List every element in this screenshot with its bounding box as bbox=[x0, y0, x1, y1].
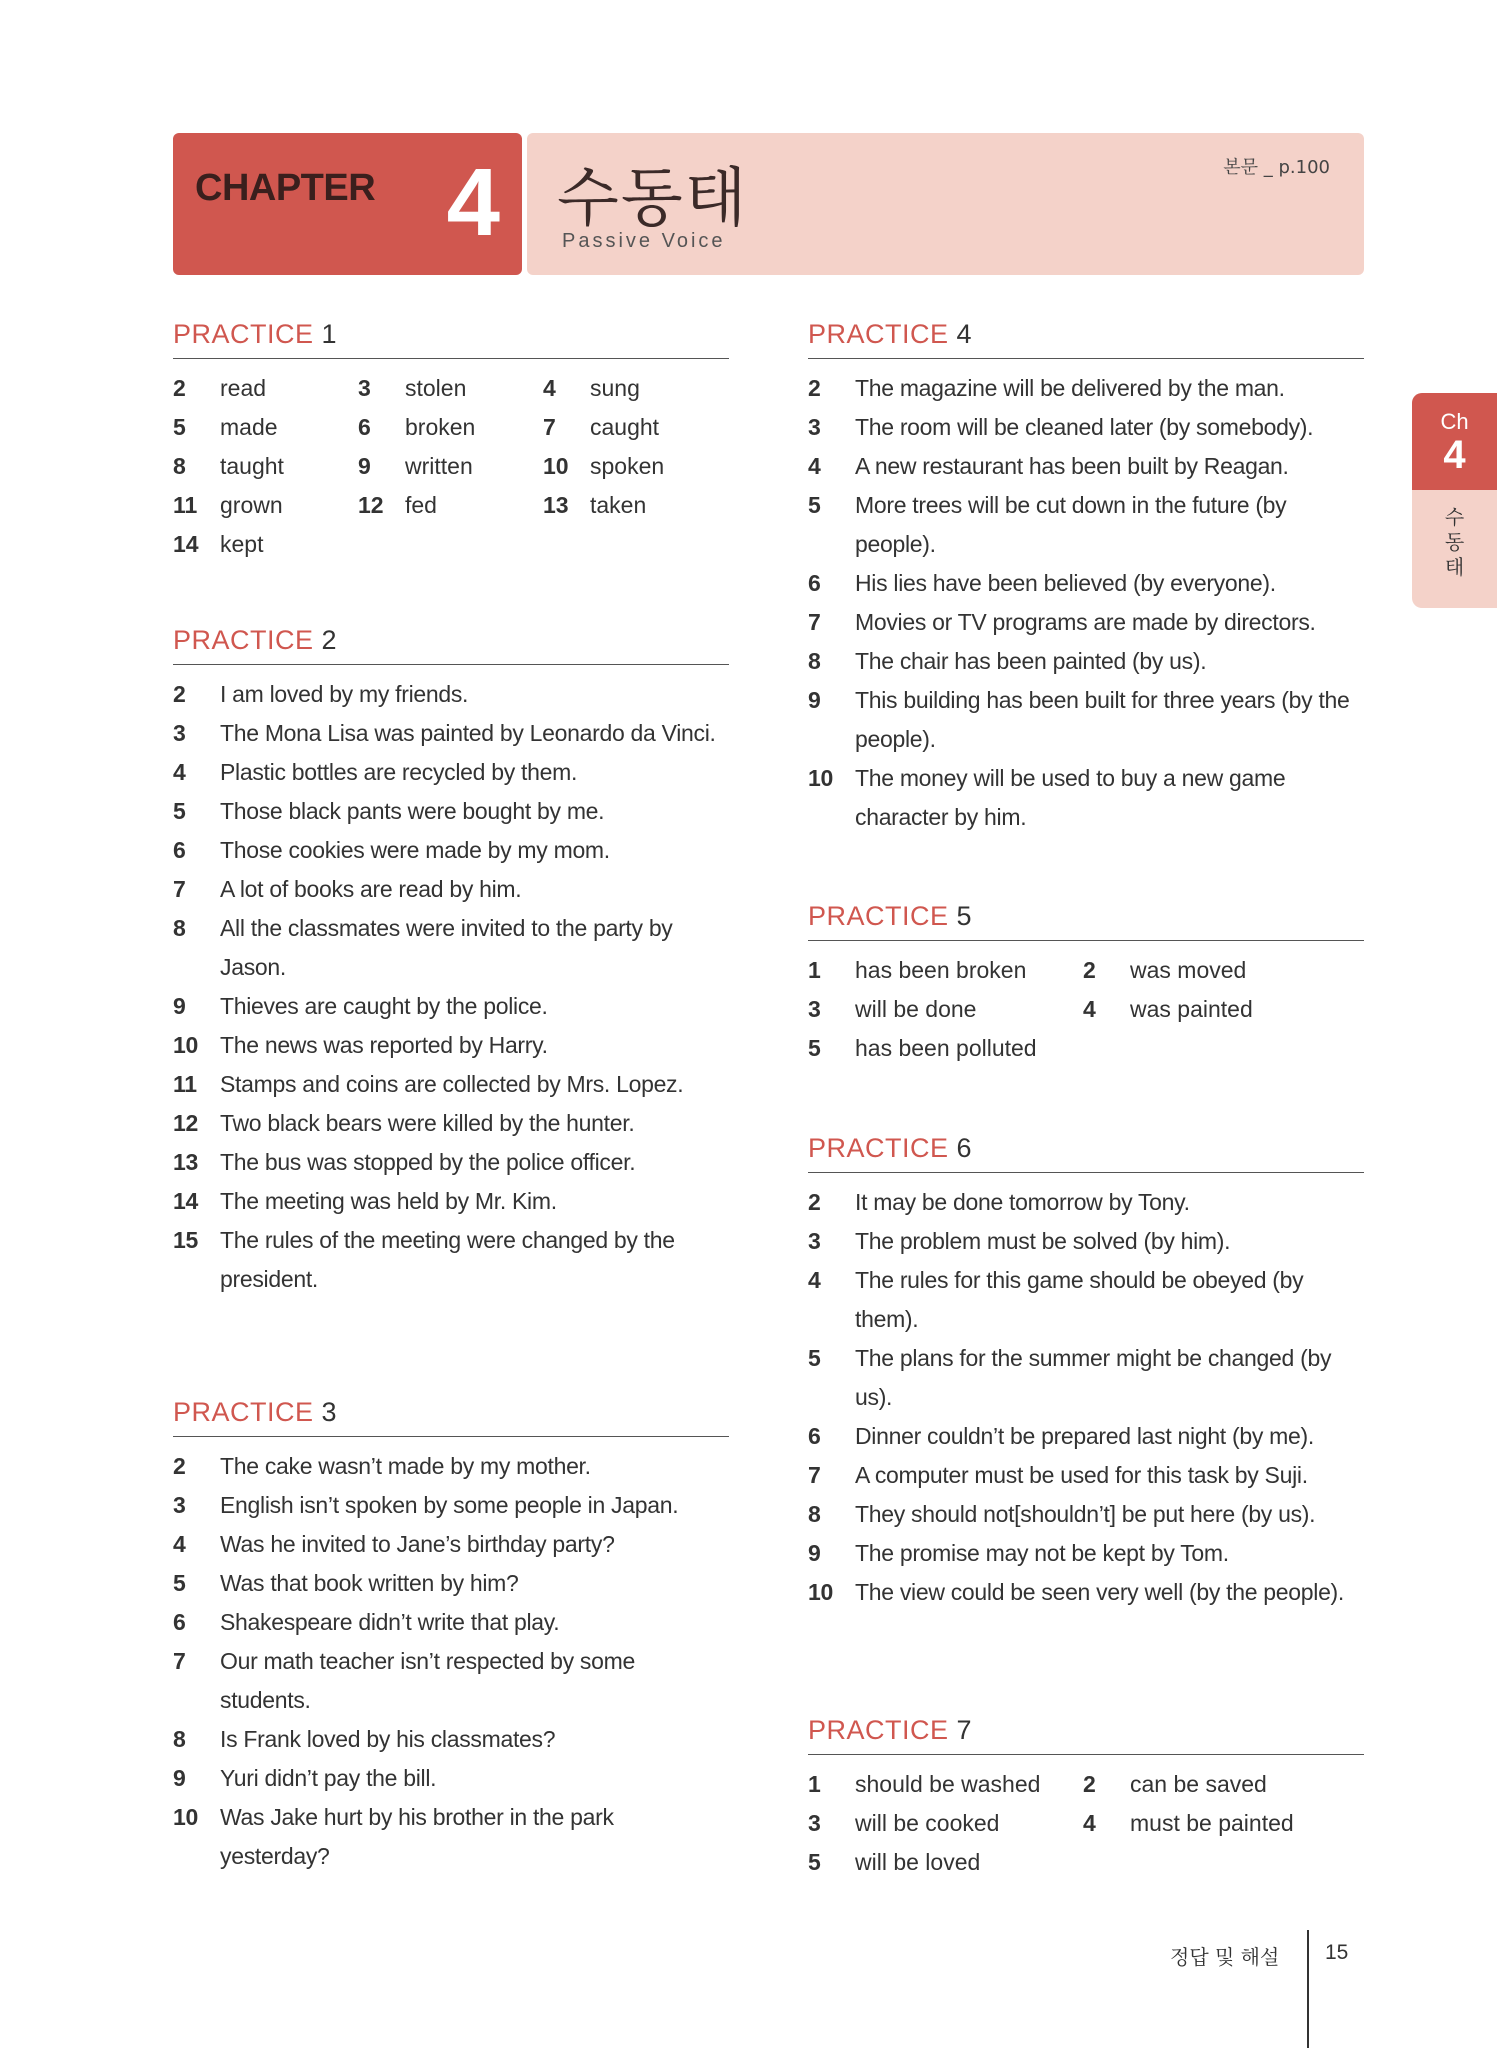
answer-item: 10 The money will be used to buy a new game character by him. bbox=[808, 765, 1286, 830]
answer-item: 5 made bbox=[173, 414, 278, 440]
answer-item: 9 written bbox=[358, 453, 473, 479]
section-label: PRACTICE bbox=[808, 1133, 949, 1163]
answer-item: 2 was moved bbox=[1083, 957, 1247, 983]
answer-item: 8 taught bbox=[173, 453, 284, 479]
answer-item: 4 Was he invited to Jane’s birthday party? bbox=[173, 1531, 615, 1557]
side-tab-char: 태 bbox=[1444, 555, 1465, 579]
answer-item: 4 sung bbox=[543, 375, 640, 401]
side-tab-number: 4 bbox=[1443, 433, 1466, 477]
answer-item: 8 Is Frank loved by his classmates? bbox=[173, 1726, 556, 1752]
section-label: PRACTICE bbox=[808, 1715, 949, 1745]
footer-label: 정답 및 해설 bbox=[1170, 1945, 1280, 1969]
answer-grid bbox=[173, 369, 729, 564]
answer-item: 2 can be saved bbox=[1083, 1771, 1267, 1797]
chapter-subtitle: Passive Voice bbox=[562, 230, 726, 252]
answer-item: 3 English isn’t spoken by some people in Japan. bbox=[173, 1492, 679, 1518]
answer-item: 7 A lot of books are read by him. bbox=[173, 876, 522, 902]
answer-list bbox=[808, 1183, 1364, 1612]
answer-item: 3 The room will be cleaned later (by somebody). bbox=[808, 414, 1314, 440]
answer-item: 4 was painted bbox=[1083, 996, 1253, 1022]
answer-item: 9 This building has been built for three years (by the people). bbox=[808, 687, 1350, 752]
answer-item: 12 fed bbox=[358, 492, 437, 518]
section-number: 4 bbox=[956, 319, 973, 349]
answer-item: 2 The magazine will be delivered by the man. bbox=[808, 375, 1285, 401]
answer-item: 3 The problem must be solved (by him). bbox=[808, 1228, 1231, 1254]
section-label: PRACTICE bbox=[173, 625, 314, 655]
answer-item: 2 I am loved by my friends. bbox=[173, 681, 469, 707]
answer-item: 14 kept bbox=[173, 531, 264, 557]
section-heading bbox=[173, 1391, 729, 1437]
chapter-number: 4 bbox=[446, 149, 500, 256]
side-tab-char: 수 bbox=[1444, 505, 1465, 529]
answer-item: 5 More trees will be cut down in the future (by people). bbox=[808, 492, 1287, 557]
answer-item: 4 The rules for this game should be obeyed (by them). bbox=[808, 1267, 1304, 1332]
section-number: 5 bbox=[956, 901, 973, 931]
page-reference: 본문 _ p.100 bbox=[1223, 157, 1330, 178]
section-number: 7 bbox=[956, 1715, 973, 1745]
answer-item: 10 The view could be seen very well (by the people). bbox=[808, 1579, 1345, 1605]
answer-item: 3 will be cooked bbox=[808, 1810, 1000, 1836]
practice-1 bbox=[173, 313, 729, 564]
answer-item: 6 Dinner couldn’t be prepared last night (by me). bbox=[808, 1423, 1314, 1449]
answer-item: 2 The cake wasn’t made by my mother. bbox=[173, 1453, 591, 1479]
section-number: 2 bbox=[321, 625, 338, 655]
answer-item: 13 The bus was stopped by the police officer. bbox=[173, 1149, 636, 1175]
section-number: 6 bbox=[956, 1133, 973, 1163]
practice-3 bbox=[173, 1391, 729, 1876]
section-label: PRACTICE bbox=[173, 1397, 314, 1427]
answer-item: 8 All the classmates were invited to the party by Jason. bbox=[173, 915, 673, 980]
answer-item: 5 has been polluted bbox=[808, 1035, 1037, 1061]
answer-item: 10 The news was reported by Harry. bbox=[173, 1032, 548, 1058]
chapter-word: CHAPTER bbox=[195, 167, 376, 209]
footer-divider bbox=[1307, 1930, 1309, 2048]
practice-4 bbox=[808, 313, 1364, 837]
answer-item: 6 His lies have been believed (by everyone). bbox=[808, 570, 1276, 596]
answer-item: 5 The plans for the summer might be changed (by us). bbox=[808, 1345, 1332, 1410]
answer-item: 14 The meeting was held by Mr. Kim. bbox=[173, 1188, 557, 1214]
answer-item: 15 The rules of the meeting were changed by the president. bbox=[173, 1227, 675, 1292]
answer-item: 10 spoken bbox=[543, 453, 665, 479]
chapter-title-box bbox=[527, 133, 1364, 275]
section-label: PRACTICE bbox=[173, 319, 314, 349]
section-heading bbox=[808, 313, 1364, 359]
answer-grid bbox=[808, 1765, 1364, 1882]
answer-list bbox=[173, 1447, 729, 1876]
section-label: PRACTICE bbox=[808, 901, 949, 931]
section-label: PRACTICE bbox=[808, 319, 949, 349]
answer-item: 12 Two black bears were killed by the hunter. bbox=[173, 1110, 635, 1136]
practice-5 bbox=[808, 895, 1364, 1068]
answer-item: 5 will be loved bbox=[808, 1849, 981, 1875]
answer-item: 6 broken bbox=[358, 414, 476, 440]
answer-item: 4 A new restaurant has been built by Reagan. bbox=[808, 453, 1289, 479]
section-heading bbox=[173, 619, 729, 665]
chapter-badge bbox=[173, 133, 522, 275]
answer-item: 8 They should not[shouldn’t] be put here (by us). bbox=[808, 1501, 1316, 1527]
answer-item: 7 Movies or TV programs are made by directors. bbox=[808, 609, 1316, 635]
answer-item: 7 Our math teacher isn’t respected by some students. bbox=[173, 1648, 635, 1713]
answer-item: 9 Yuri didn’t pay the bill. bbox=[173, 1765, 437, 1791]
answer-item: 2 It may be done tomorrow by Tony. bbox=[808, 1189, 1190, 1215]
answer-item: 2 read bbox=[173, 375, 267, 401]
answer-item: 13 taken bbox=[543, 492, 647, 518]
answer-item: 4 must be painted bbox=[1083, 1810, 1294, 1836]
chapter-title: 수동태 bbox=[557, 162, 749, 236]
section-heading bbox=[173, 313, 729, 359]
section-number: 3 bbox=[321, 1397, 338, 1427]
answer-item: 6 Those cookies were made by my mom. bbox=[173, 837, 610, 863]
section-heading bbox=[808, 895, 1364, 941]
answer-item: 3 stolen bbox=[358, 375, 467, 401]
answer-item: 1 has been broken bbox=[808, 957, 1027, 983]
section-number: 1 bbox=[321, 319, 338, 349]
answer-item: 8 The chair has been painted (by us). bbox=[808, 648, 1207, 674]
side-tab-ch: Ch bbox=[1440, 409, 1469, 434]
answer-item: 3 The Mona Lisa was painted by Leonardo da Vinci. bbox=[173, 720, 716, 746]
answer-item: 3 will be done bbox=[808, 996, 977, 1022]
answer-item: 11 Stamps and coins are collected by Mrs. Lopez. bbox=[173, 1071, 684, 1097]
answer-item: 7 A computer must be used for this task by Suji. bbox=[808, 1462, 1308, 1488]
answer-list bbox=[808, 369, 1364, 837]
practice-7 bbox=[808, 1709, 1364, 1882]
answer-list bbox=[173, 675, 729, 1299]
answer-item: 1 should be washed bbox=[808, 1771, 1041, 1797]
chapter-side-tab bbox=[1412, 393, 1497, 608]
answer-item: 6 Shakespeare didn’t write that play. bbox=[173, 1609, 560, 1635]
section-heading bbox=[808, 1709, 1364, 1755]
page-number: 15 bbox=[1325, 1941, 1349, 1964]
answer-item: 9 Thieves are caught by the police. bbox=[173, 993, 548, 1019]
answer-item: 7 caught bbox=[543, 414, 660, 440]
answer-grid bbox=[808, 951, 1364, 1068]
answer-item: 5 Was that book written by him? bbox=[173, 1570, 519, 1596]
answer-item: 5 Those black pants were bought by me. bbox=[173, 798, 605, 824]
practice-2 bbox=[173, 619, 729, 1299]
side-tab-char: 동 bbox=[1444, 530, 1465, 554]
answer-item: 4 Plastic bottles are recycled by them. bbox=[173, 759, 578, 785]
answer-item: 10 Was Jake hurt by his brother in the park yesterday? bbox=[173, 1804, 614, 1869]
section-heading bbox=[808, 1127, 1364, 1173]
side-tab-title bbox=[1412, 505, 1497, 580]
answer-item: 9 The promise may not be kept by Tom. bbox=[808, 1540, 1229, 1566]
answer-item: 11 grown bbox=[173, 492, 283, 518]
practice-6 bbox=[808, 1127, 1364, 1612]
